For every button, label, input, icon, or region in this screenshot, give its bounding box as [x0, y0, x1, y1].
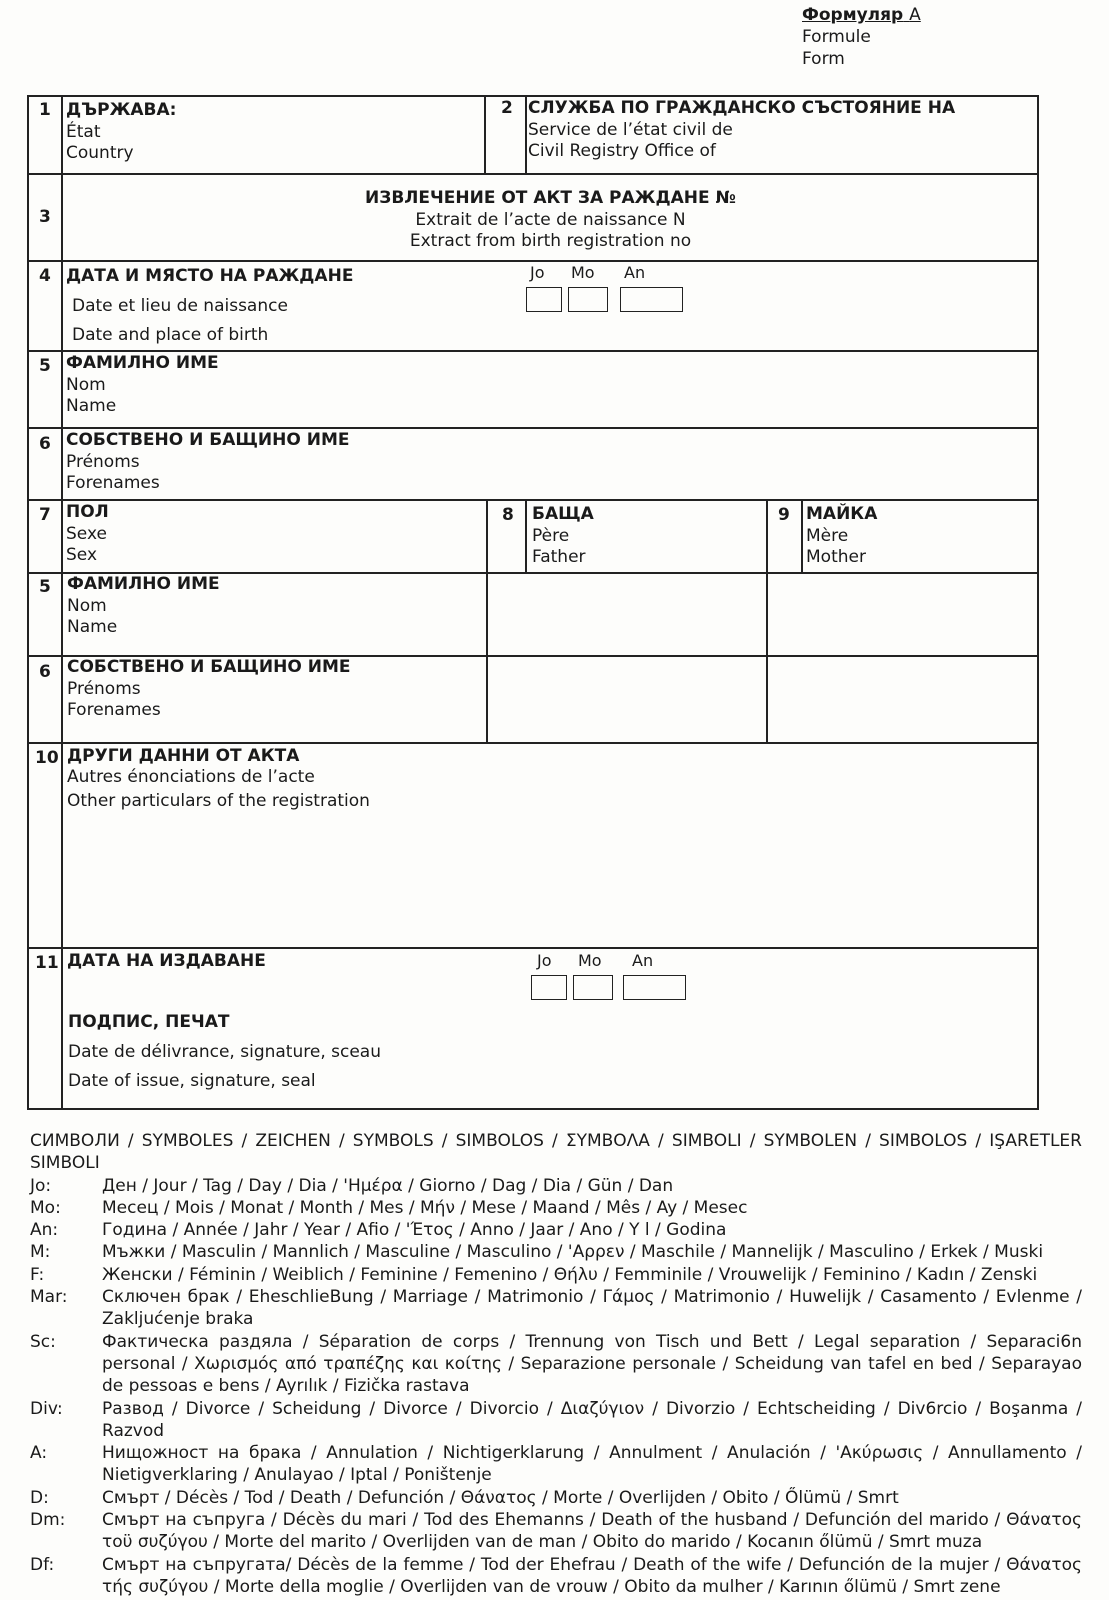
- legend-row: [30, 1554, 1082, 1599]
- legend-rows: [30, 1175, 1082, 1599]
- forenames-field[interactable]: СОБСТВЕНО И БАЩИНО ИМЕ Prénoms Forenames: [66, 430, 350, 493]
- legend-row: [30, 1331, 1082, 1398]
- country-field[interactable]: ДЪРЖАВА: État Country: [66, 100, 177, 163]
- number-column-divider: [61, 95, 63, 1110]
- section-number: 8: [502, 505, 514, 525]
- issue-year-input[interactable]: [623, 975, 686, 1000]
- cell-divider: [525, 95, 527, 173]
- legend-row: [30, 1264, 1082, 1286]
- legend-text: Женски / Féminin / Weiblich / Feminine / Femenino / Θήλυ / Femminile / Vrouwelijk / Feminino / Kadın / Zenski: [102, 1264, 1038, 1285]
- parents-forenames-label: СОБСТВЕНО И БАЩИНО ИМЕ Prénoms Forenames: [67, 657, 351, 720]
- legend-text: Фактическа раздяла / Séparation de corps / Trennung von Tisch und Bett / Legal separation / Separaci6n personal / Χωρισμός από τραπέζης και κοίτης / Separazione personale / Scheidung van tafel en bed / Separayao de pessoas e bens / Ayrılık / Fizička rastava: [102, 1331, 1082, 1397]
- row-divider: [27, 427, 1039, 429]
- birth-month-input[interactable]: [568, 287, 608, 312]
- cell-divider: [484, 95, 486, 173]
- legend-code: Jo:: [30, 1175, 52, 1196]
- legend-row: [30, 1509, 1082, 1554]
- legend-text: Сключен брак / EheschlieBung / Marriage / Matrimonio / Γάμος / Matrimonio / Huwelijk / Casamento / Evlenme / Zakljućenje braka: [102, 1287, 1082, 1330]
- legend-row: [30, 1286, 1082, 1331]
- issue-day-input[interactable]: [531, 975, 567, 1000]
- section-number: 6: [39, 434, 51, 454]
- day-label: Jo: [537, 951, 552, 970]
- legend-code: Sc:: [30, 1331, 56, 1352]
- row-divider: [27, 742, 1039, 744]
- legend-code: Dm:: [30, 1510, 66, 1531]
- form-title-en: Form: [802, 49, 845, 69]
- legend-row: [30, 1241, 1082, 1263]
- month-label: Mo: [571, 263, 595, 282]
- cell-divider: [766, 499, 768, 742]
- legend-code: Mo:: [30, 1197, 61, 1218]
- registry-office-field[interactable]: СЛУЖБА ПО ГРАЖДАНСКО СЪСТОЯНИЕ НА Service de l’état civil de Civil Registry Office of: [528, 98, 956, 161]
- legend-text: Смърт / Décès / Tod / Death / Defunción / Θάνατος / Morte / Overlijden / Obito / Őlümü / Smrt: [102, 1487, 899, 1508]
- legend-code: D:: [30, 1487, 49, 1508]
- form-title-fr: Formule: [802, 27, 871, 47]
- row-divider: [27, 173, 1039, 175]
- legend-row: [30, 1398, 1082, 1443]
- legend-row: [30, 1175, 1082, 1197]
- legend-code: Div:: [30, 1398, 63, 1419]
- legend-row: [30, 1442, 1082, 1487]
- father-column-label: БАЩА Père Father: [532, 504, 594, 567]
- row-divider: [27, 947, 1039, 949]
- form-title: Формуляр A: [802, 5, 921, 25]
- section-number: 7: [39, 505, 51, 525]
- section-number: 11: [35, 953, 59, 973]
- mother-column-label: МАЙКА Mère Mother: [806, 504, 878, 567]
- section-number: 6: [39, 662, 51, 682]
- legend-code: M:: [30, 1242, 51, 1263]
- parents-family-name-label: ФАМИЛНО ИМЕ Nom Name: [67, 574, 220, 637]
- legend-text: Смърт на съпруга / Décès du mari / Tod des Ehemanns / Death of the husband / Defunción del marido / Θάνατος τοϋ συζύγου / Morte del marito / Overlijden van de man / Obito do marido / Kocanın őlümü / Smrt muza: [102, 1510, 1082, 1553]
- legend-code: F:: [30, 1264, 45, 1285]
- legend-code: A:: [30, 1443, 48, 1464]
- birth-day-input[interactable]: [526, 287, 562, 312]
- mother-family-name-input[interactable]: [770, 576, 1036, 653]
- issue-date-label: ДАТА НА ИЗДАВАНЕ: [67, 951, 266, 971]
- legend-row: [30, 1487, 1082, 1509]
- section-number: 3: [39, 207, 51, 227]
- year-label: An: [624, 263, 646, 282]
- sex-field[interactable]: ПОЛ Sexe Sex: [66, 502, 109, 565]
- cell-divider: [525, 499, 527, 572]
- father-family-name-input[interactable]: [490, 576, 764, 653]
- year-label: An: [632, 951, 654, 970]
- legend-text: Ден / Jour / Tag / Day / Dia / 'Ημέρα / Giorno / Dag / Dia / Gün / Dan: [102, 1175, 674, 1196]
- month-label: Mo: [578, 951, 602, 970]
- section-number: 5: [39, 577, 51, 597]
- legend-text: Развод / Divorce / Scheidung / Divorce / Divorcio / Διαζύγιον / Divorzio / Echtscheiding / Div6rcio / Boşanma / Razvod: [102, 1398, 1082, 1441]
- legend-row: [30, 1219, 1082, 1241]
- form-identifier: [802, 4, 921, 70]
- extract-number-field[interactable]: ИЗВЛЕЧЕНИЕ ОТ АКТ ЗА РАЖДАНЕ № Extrait de l’acte de naissance N Extract from birth registration no: [365, 188, 736, 251]
- father-forenames-input[interactable]: [490, 659, 764, 740]
- birth-year-input[interactable]: [620, 287, 683, 312]
- legend-row: [30, 1197, 1082, 1219]
- issue-month-input[interactable]: [573, 975, 613, 1000]
- signature-seal-field[interactable]: ПОДПИС, ПЕЧАТ Date de délivrance, signature, sceau Date of issue, signature, seal: [68, 1012, 381, 1091]
- legend-code: An:: [30, 1220, 59, 1241]
- mother-forenames-input[interactable]: [770, 659, 1036, 740]
- legend-text: Мъжки / Masculin / Mannlich / Masculine / Masculino / 'Αρρεν / Maschile / Mannelijk / Masculino / Erkek / Muski: [102, 1242, 1044, 1263]
- legend-header: СИМВОЛИ / SYMBOLES / ZEICHEN / SYMBOLS / SIMBOLOS / ΣΥΜΒΟΛΑ / SIMBOLI / SYMBOLEN / SIMBOLOS / IŞARETLER SIMBOLI: [30, 1131, 1082, 1174]
- section-number: 5: [39, 356, 51, 376]
- cell-divider: [486, 499, 488, 742]
- legend-code: Df:: [30, 1554, 55, 1575]
- symbols-legend: [30, 1130, 1082, 1598]
- legend-code: Mar:: [30, 1287, 68, 1308]
- cell-divider: [801, 499, 803, 572]
- legend-text: Смърт на съпругата/ Décès de la femme / Tod der Ehefrau / Death of the wife / Defunción de la mujer / Θάνατος τής συζύγου / Morte della moglie / Overlijden van de vrouw / Obito da mulher / Karının őlümü / Smrt zene: [102, 1554, 1082, 1597]
- row-divider: [27, 499, 1039, 501]
- legend-text: Година / Année / Jahr / Year / Afio / 'Έτος / Anno / Jaar / Ano / Y l / Godina: [102, 1220, 727, 1241]
- day-label: Jo: [530, 263, 545, 282]
- family-name-field[interactable]: ФАМИЛНО ИМЕ Nom Name: [66, 353, 219, 416]
- section-number: 4: [39, 266, 51, 286]
- legend-text: Месец / Mois / Monat / Month / Mes / Μήν / Mese / Maand / Mês / Ay / Mesec: [102, 1197, 748, 1218]
- legend-text: Нищожност на брака / Annulation / Nichtigerklarung / Annulment / Anulación / 'Ακύρωσις / Annullamento / Nietigverklaring / Anulayao / Iptal / Poništenje: [102, 1443, 1082, 1486]
- birth-date-place-label: ДАТА И МЯСТО НА РАЖДАНЕ Date et lieu de naissance Date and place of birth: [66, 266, 354, 345]
- other-particulars-field[interactable]: ДРУГИ ДАННИ ОТ АКТА Autres énonciations de l’acte Other particulars of the registration: [67, 746, 370, 811]
- section-number: 9: [778, 505, 790, 525]
- section-number: 1: [39, 100, 51, 120]
- section-number: 10: [35, 748, 59, 768]
- section-number: 2: [501, 98, 513, 118]
